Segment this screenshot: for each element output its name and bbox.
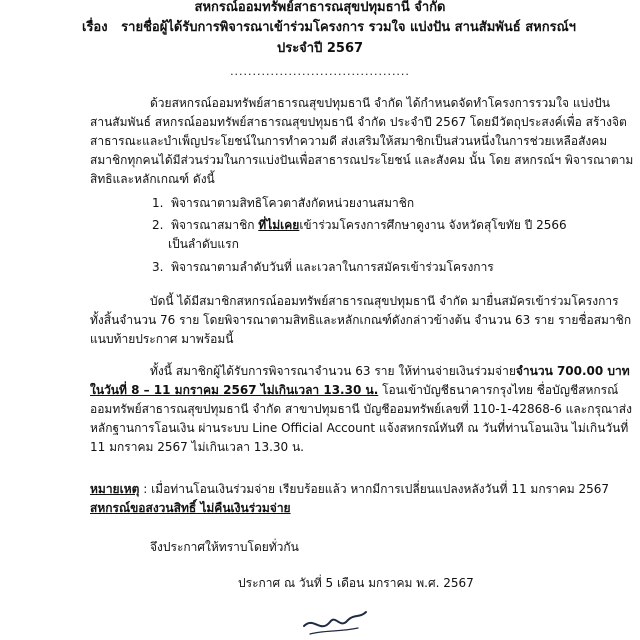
criteria-num: 1. bbox=[152, 196, 164, 210]
subject-label: เรื่อง bbox=[82, 20, 108, 35]
para1-line-4: สมาชิกทุกคนได้มีส่วนร่วมในการแบ่งปันเพื่อสาธารณประโยชน์ และสังคม นั้น โดย สหกรณ์ฯ พิจารณาตาม bbox=[90, 153, 634, 167]
para3-line-4: หลักฐานการโอนเงิน ผ่านระบบ Line Official Account แจ้งสหกรณ์ทันที ณ วันที่ท่านโอนเงิน ไม่เกินวันที่ bbox=[90, 421, 629, 435]
criteria-item-3 bbox=[152, 259, 494, 275]
criteria-text: เข้าร่วมโครงการศึกษาดูงาน จังหวัดสุโขทัย ปี 2566 bbox=[299, 218, 567, 232]
criteria-text: พิจารณาตามสิทธิโควตาสังกัดหน่วยงานสมาชิก bbox=[171, 196, 415, 210]
subject-line bbox=[82, 20, 576, 36]
para1-line-1: ด้วยสหกรณ์ออมทรัพย์สาธารณสุขปทุมธานี จำกัด ได้กำหนดจัดทำโครงการรวมใจ แบ่งปัน bbox=[150, 96, 610, 110]
para1-line-3: สาธารณะและบำเพ็ญประโยชน์ในการทำความดี ส่งเสริมให้สมาชิกเป็นส่วนหนึ่งในการช่วยเหลือสังคม bbox=[90, 134, 608, 148]
subject-text: รายชื่อผู้ได้รับการพิจารณาเข้าร่วมโครงการ รวมใจ แบ่งปัน สานสัมพันธ์ สหกรณ์ฯ bbox=[121, 20, 576, 35]
year-title: ประจำปี 2567 bbox=[276, 41, 364, 56]
closing-text: จึงประกาศให้ทราบโดยทั่วกัน bbox=[150, 540, 299, 554]
payment-amount: จำนวน 700.00 บาท bbox=[515, 364, 630, 378]
criteria-num: 2. bbox=[152, 218, 164, 232]
note-line-1 bbox=[90, 481, 609, 497]
para3-line-3: ออมทรัพย์สาธารณสุขปทุมธานี จำกัด สาขาปทุมธานี บัญชีออมทรัพย์เลขที่ 110-1-42868-6 และกรุณาส่ง bbox=[90, 402, 632, 416]
criteria-text: พิจารณาตามลำดับวันที่ และเวลาในการสมัครเข้าร่วมโครงการ bbox=[171, 260, 494, 274]
announcement-date: ประกาศ ณ วันที่ 5 เดือน มกราคม พ.ศ. 2567 bbox=[238, 576, 474, 590]
para2-line-1: บัดนี้ ได้มีสมาชิกสหกรณ์ออมทรัพย์สาธารณสุขปทุมธานี จำกัด มายื่นสมัครเข้าร่วมโครงการ bbox=[150, 294, 619, 308]
separator: ........................................ bbox=[230, 65, 410, 78]
criteria-item-1 bbox=[152, 195, 414, 211]
signature-mark bbox=[300, 604, 370, 640]
para3-line-5: 11 มกราคม 2567 ไม่เกินเวลา 13.30 น. bbox=[90, 440, 304, 454]
para2-line-3: แนบท้ายประกาศ มาพร้อมนี้ bbox=[90, 332, 234, 346]
criteria-item-2-cont: เป็นลำดับแรก bbox=[168, 237, 239, 251]
criteria-text: พิจารณาสมาชิก bbox=[171, 218, 259, 232]
criteria-item-2 bbox=[152, 217, 567, 233]
para3-line-2 bbox=[90, 382, 618, 398]
note-text: : เมื่อท่านโอนเงินร่วมจ่าย เรียบร้อยแล้ว หากมีการเปลี่ยนแปลงหลังวันที่ 11 มกราคม 2567 bbox=[139, 482, 610, 496]
note-line-2: สหกรณ์ขอสงวนสิทธิ์ ไม่คืนเงินร่วมจ่าย bbox=[90, 501, 291, 515]
para3-text: โอนเข้าบัญชีธนาคารกรุงไทย ชื่อบัญชีสหกรณ์ bbox=[378, 383, 619, 397]
org-title: สหกรณ์ออมทรัพย์สาธารณสุขปทุมธานี จำกัด bbox=[194, 0, 446, 15]
para1-line-2: สานสัมพันธ์ สหกรณ์ออมทรัพย์สาธารณสุขปทุมธานี จำกัด ประจำปี 2567 โดยมีวัตถุประสงค์เพื่อ สร้างจิต bbox=[90, 115, 627, 129]
criteria-emphasis: ที่ไม่เคย bbox=[258, 218, 300, 232]
para3-text: ทั้งนี้ สมาชิกผู้ได้รับการพิจารณาจำนวน 63 ราย ให้ท่านจ่ายเงินร่วมจ่าย bbox=[150, 364, 516, 378]
para3-line-1 bbox=[150, 363, 630, 379]
para1-line-5: สิทธิและหลักเกณฑ์ ดังนี้ bbox=[90, 172, 215, 186]
payment-deadline: ในวันที่ 8 – 11 มกราคม 2567 ไม่เกินเวลา 13.30 น. bbox=[90, 383, 379, 397]
criteria-num: 3. bbox=[152, 260, 164, 274]
note-label: หมายเหตุ bbox=[90, 482, 140, 496]
para2-line-2: ทั้งสิ้นจำนวน 76 ราย โดยพิจารณาตามสิทธิและหลักเกณฑ์ดังกล่าวข้างต้น จำนวน 63 ราย รายชื่อสมาชิก bbox=[90, 313, 632, 327]
